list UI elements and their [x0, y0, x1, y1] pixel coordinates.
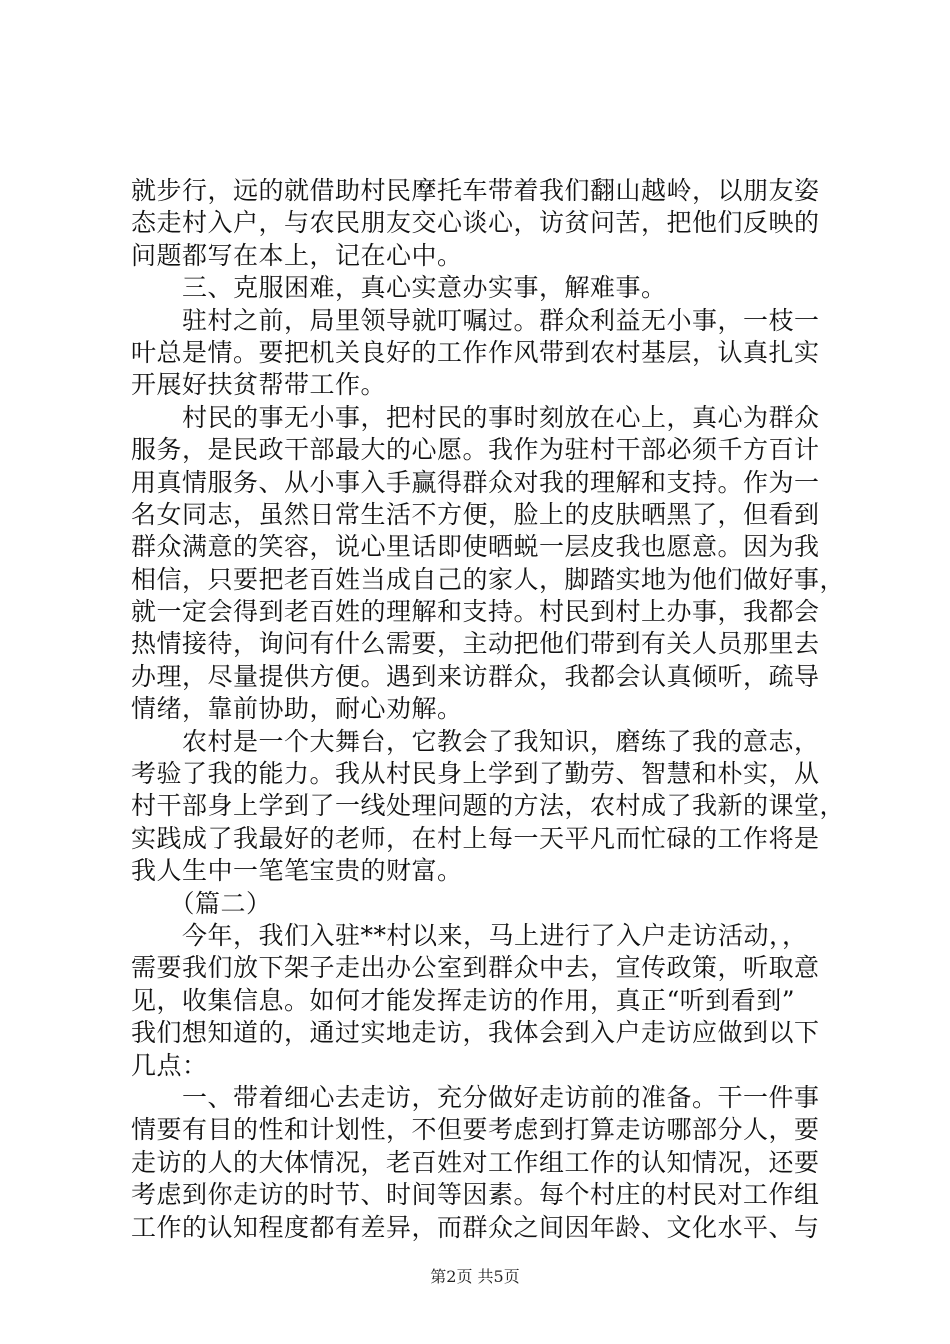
text-line: 服务，是民政干部最大的心愿。我作为驻村干部必须千方百计 — [131, 435, 820, 465]
text-line: 驻村之前，局里领导就叮嘱过。群众利益无小事，一枝一 — [131, 305, 820, 335]
text-line: 就一定会得到老百姓的理解和支持。村民到村上办事，我都会 — [131, 597, 820, 627]
text-line: 热情接待，询问有什么需要，主动把他们带到有关人员那里去 — [131, 629, 820, 659]
body-text — [131, 175, 846, 1244]
text-line: 相信，只要把老百姓当成自己的家人，脚踏实地为他们做好事， — [131, 564, 846, 594]
text-line: （篇二） — [131, 888, 272, 918]
text-line: 需要我们放下架子走出办公室到群众中去，宣传政策，听取意 — [131, 953, 820, 983]
text-line: 村民的事无小事，把村民的事时刻放在心上，真心为群众 — [131, 402, 820, 432]
text-line: 我们想知道的，通过实地走访，我体会到入户走访应做到以下 — [131, 1018, 820, 1048]
text-line: 情要有目的性和计划性，不但要考虑到打算走访哪部分人，要 — [131, 1115, 820, 1145]
page-footer: 第2页 共5页 — [430, 1267, 520, 1286]
text-line: 群众满意的笑容，说心里话即使晒蜕一层皮我也愿意。因为我 — [131, 532, 820, 562]
text-line: 办理，尽量提供方便。遇到来访群众，我都会认真倾听，疏导 — [131, 661, 820, 691]
text-line: 几点： — [131, 1050, 208, 1080]
text-line: 我人生中一笔笔宝贵的财富。 — [131, 856, 463, 886]
text-line: 实践成了我最好的老师，在村上每一天平凡而忙碌的工作将是 — [131, 823, 820, 853]
text-line: 开展好扶贫帮带工作。 — [131, 370, 387, 400]
text-line: 叶总是情。要把机关良好的工作作风带到农村基层，认真扎实 — [131, 337, 820, 367]
text-line: 今年，我们入驻**村以来，马上进行了入户走访活动，， — [131, 920, 808, 950]
text-line: 三、克服困难，真心实意办实事，解难事。 — [131, 273, 667, 303]
text-line: 情绪，靠前协助，耐心劝解。 — [131, 694, 463, 724]
text-line: 见，收集信息。如何才能发挥走访的作用，真正“听到看到” — [131, 985, 796, 1015]
text-line: 名女同志，虽然日常生活不方便，脸上的皮肤晒黑了，但看到 — [131, 499, 820, 529]
text-line: 考虑到你走访的时节、时间等因素。每个村庄的村民对工作组 — [131, 1180, 820, 1210]
text-line: 工作的认知程度都有差异，而群众之间因年龄、文化水平、与 — [131, 1212, 820, 1242]
text-line: 考验了我的能力。我从村民身上学到了勤劳、智慧和朴实，从 — [131, 759, 820, 789]
text-line: 村干部身上学到了一线处理问题的方法，农村成了我新的课堂， — [131, 791, 846, 821]
text-line: 就步行，远的就借助村民摩托车带着我们翻山越岭，以朋友姿 — [131, 176, 820, 205]
text-line: 走访的人的大体情况，老百姓对工作组工作的认知情况，还要 — [131, 1147, 820, 1177]
text-line: 态走村入户，与农民朋友交心谈心，访贫问苦，把他们反映的 — [131, 208, 820, 238]
text-line: 一、带着细心去走访，充分做好走访前的准备。干一件事 — [131, 1082, 820, 1112]
text-line: 用真情服务、从小事入手赢得群众对我的理解和支持。作为一 — [131, 467, 820, 497]
text-line: 农村是一个大舞台，它教会了我知识，磨练了我的意志， — [131, 726, 820, 756]
text-line: 问题都写在本上，记在心中。 — [131, 240, 463, 270]
